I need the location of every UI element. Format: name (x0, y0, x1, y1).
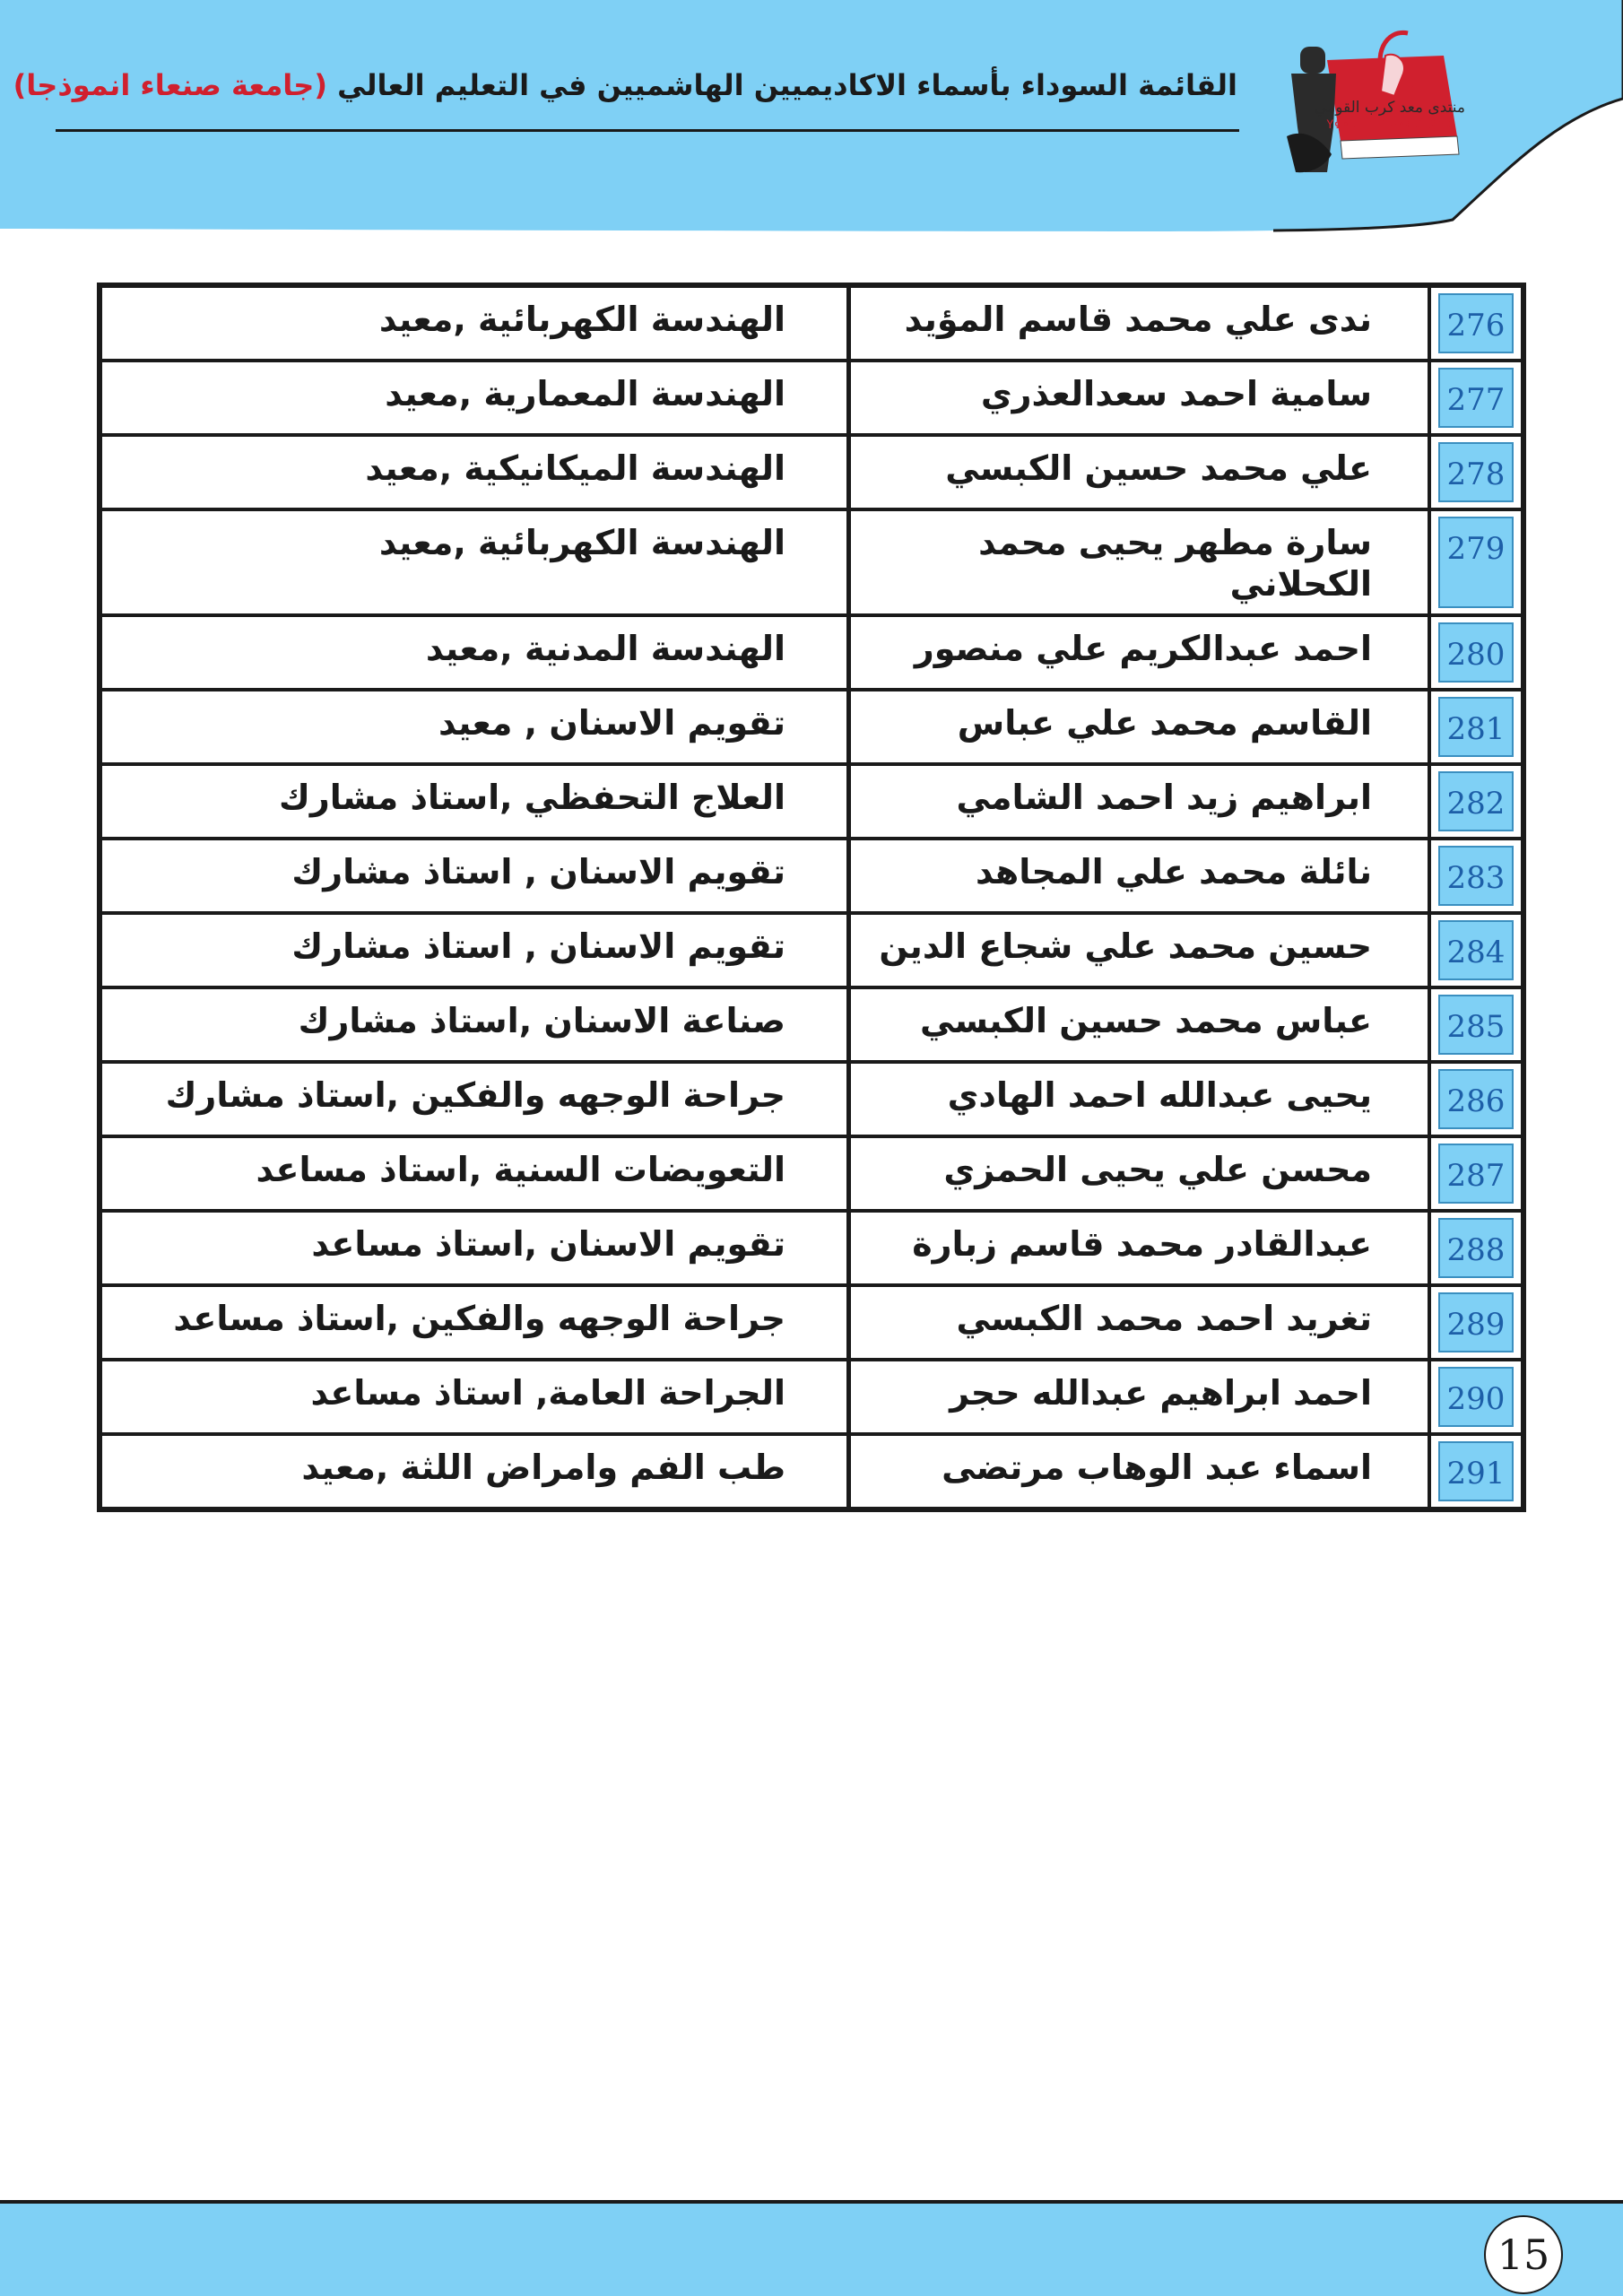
names-table (97, 283, 1526, 1512)
specialty-cell: جراحة الوجهه والفكين ,استاذ مشارك (165, 1075, 785, 1115)
specialty-cell: الهندسة المدنية ,معيد (425, 629, 785, 668)
specialty-cell: الهندسة الميكانيكية ,معيد (365, 448, 785, 488)
specialty-cell: طب الفم وامراض اللثة ,معيد (301, 1448, 785, 1487)
specialty-cell: التعويضات السنية ,استاذ مساعد (256, 1150, 785, 1189)
name-cell: يحيى عبدالله احمد الهادي (846, 1064, 1428, 1135)
specialty-cell: العلاج التحفظي ,استاذ مشارك (279, 778, 785, 817)
row-number: 288 (1438, 1218, 1514, 1278)
name-cell: احمد ابراهيم عبدالله حجر (846, 1361, 1428, 1432)
table-row (102, 617, 1521, 691)
name-cell: ندى علي محمد قاسم المؤيد (846, 288, 1428, 359)
row-number-cell (1428, 288, 1521, 359)
table-row (102, 1064, 1521, 1138)
table-row (102, 989, 1521, 1064)
table-row (102, 1138, 1521, 1213)
name-cell: عبدالقادر محمد قاسم زبارة (846, 1213, 1428, 1283)
table-row (102, 1213, 1521, 1287)
name-cell: اسماء عبد الوهاب مرتضى (846, 1436, 1428, 1507)
row-number: 276 (1438, 293, 1514, 353)
specialty-cell: الهندسة الكهربائية ,معيد (378, 300, 785, 339)
name-cell: حسين محمد علي شجاع الدين (846, 915, 1428, 986)
table-row (102, 288, 1521, 362)
specialty-cell: جراحة الوجهه والفكين ,استاذ مساعد (173, 1299, 785, 1338)
page-number: 15 (1484, 2215, 1563, 2294)
page-title (13, 68, 1237, 102)
logo-musnad-script: ΥΦ◦ΙΠϽЬΙΨ◦ΦΙΉΧΥΦ (1326, 118, 1454, 132)
row-number: 289 (1438, 1292, 1514, 1352)
row-number: 281 (1438, 697, 1514, 757)
specialty-cell: تقويم الاسنان ,استاذ مساعد (311, 1224, 785, 1264)
row-number: 285 (1438, 995, 1514, 1055)
row-number-cell (1428, 511, 1521, 613)
row-number-cell (1428, 1436, 1521, 1507)
row-number-cell (1428, 1213, 1521, 1283)
name-cell: القاسم محمد علي عباس (846, 691, 1428, 762)
name-cell: ابراهيم زيد احمد الشامي (846, 766, 1428, 837)
row-number-cell (1428, 691, 1521, 762)
row-number: 290 (1438, 1367, 1514, 1427)
statue-head (1300, 47, 1325, 74)
row-number-cell (1428, 1361, 1521, 1432)
name-cell: نائلة محمد علي المجاهد (846, 840, 1428, 911)
table-row (102, 362, 1521, 437)
specialty-cell: الهندسة الكهربائية ,معيد (378, 523, 785, 562)
row-number-cell (1428, 617, 1521, 688)
row-number-cell (1428, 989, 1521, 1060)
row-number: 291 (1438, 1441, 1514, 1501)
row-number: 278 (1438, 442, 1514, 502)
footer-band (0, 2200, 1623, 2296)
table-row (102, 1361, 1521, 1436)
specialty-cell: تقويم الاسنان , معيد (438, 703, 785, 743)
row-number-cell (1428, 362, 1521, 433)
row-number: 283 (1438, 846, 1514, 906)
name-cell: عباس محمد حسين الكبسي (846, 989, 1428, 1060)
name-cell: محسن علي يحيى الحمزي (846, 1138, 1428, 1209)
row-number: 284 (1438, 920, 1514, 980)
name-cell: احمد عبدالكريم علي منصور (846, 617, 1428, 688)
specialty-cell: الهندسة المعمارية ,معيد (385, 374, 785, 413)
row-number-cell (1428, 437, 1521, 508)
name-cell: سامية احمد سعدالعذري (846, 362, 1428, 433)
specialty-cell: الجراحة العامة, استاذ مساعد (310, 1373, 785, 1413)
title-main: القائمة السوداء بأسماء الاكاديميين الهاشميين في التعليم العالي (326, 68, 1237, 102)
row-number-cell (1428, 840, 1521, 911)
table-row (102, 1436, 1521, 1507)
table-row (102, 511, 1521, 617)
row-number: 282 (1438, 771, 1514, 831)
flag-white (1341, 136, 1459, 159)
row-number: 287 (1438, 1144, 1514, 1204)
row-number: 280 (1438, 622, 1514, 683)
row-number-cell (1428, 1287, 1521, 1358)
title-highlight: (جامعة صنعاء انموذجا) (13, 68, 327, 102)
name-cell: تغريد احمد محمد الكبسي (846, 1287, 1428, 1358)
logo-text: منتدى معد كرب القومي (1314, 99, 1466, 117)
row-number-cell (1428, 915, 1521, 986)
row-number-cell (1428, 766, 1521, 837)
title-underline (56, 129, 1239, 132)
table-row (102, 437, 1521, 511)
row-number: 286 (1438, 1069, 1514, 1129)
specialty-cell: صناعة الاسنان ,استاذ مشارك (298, 1001, 785, 1040)
table-row (102, 766, 1521, 840)
specialty-cell: تقويم الاسنان , استاذ مشارك (291, 852, 785, 891)
table-row (102, 915, 1521, 989)
row-number: 277 (1438, 368, 1514, 428)
name-cell: علي محمد حسين الكبسي (846, 437, 1428, 508)
row-number-cell (1428, 1138, 1521, 1209)
name-cell: سارة مطهر يحيى محمد الكحلاني (846, 511, 1428, 613)
specialty-cell: تقويم الاسنان , استاذ مشارك (291, 926, 785, 966)
row-number-cell (1428, 1064, 1521, 1135)
table-row (102, 840, 1521, 915)
table-row (102, 1287, 1521, 1361)
table-row (102, 691, 1521, 766)
row-number: 279 (1438, 517, 1514, 608)
